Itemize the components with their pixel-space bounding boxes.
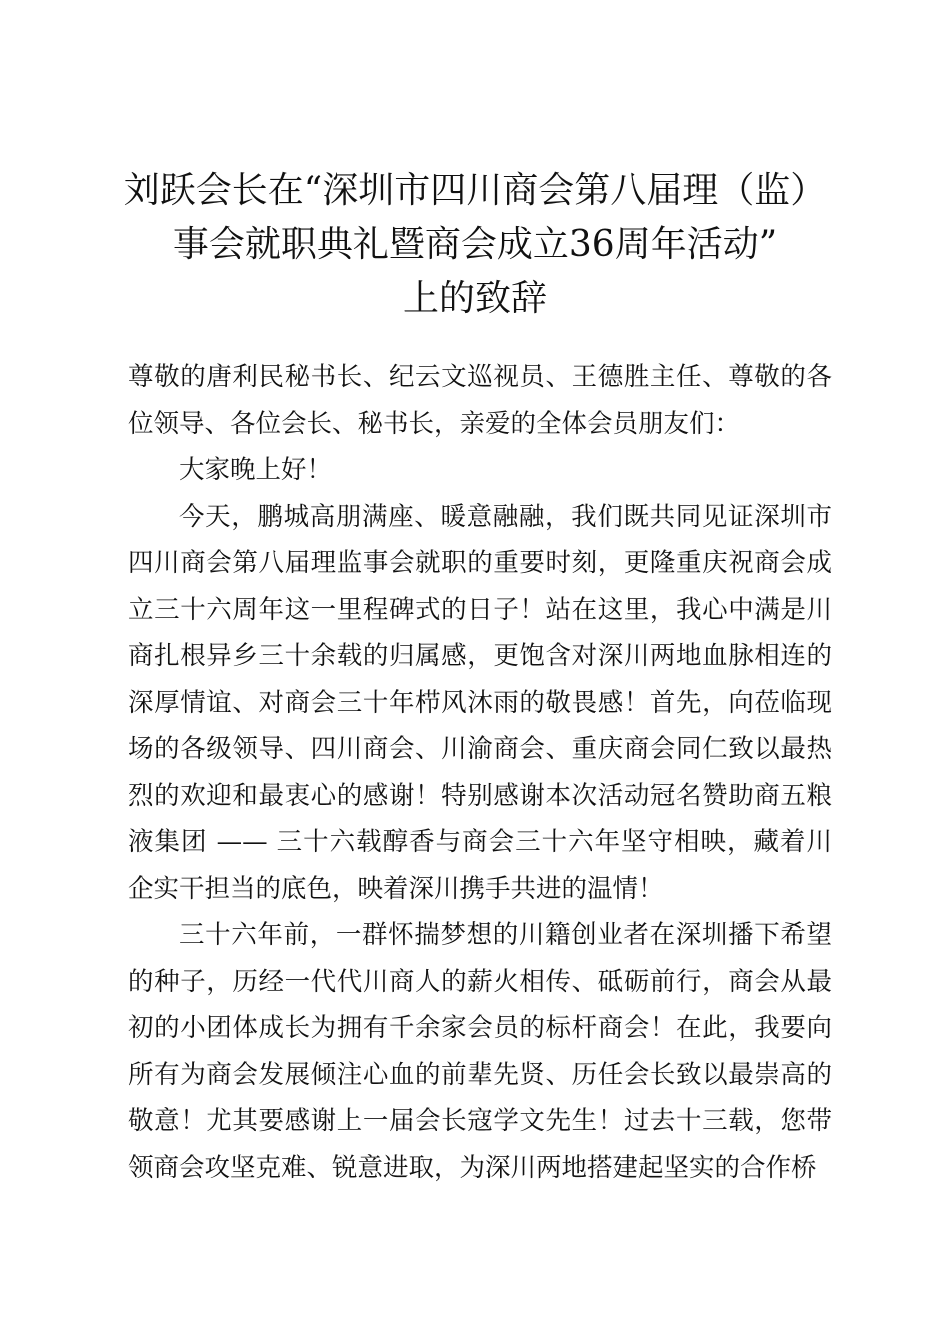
title-line-2: 事会就职典礼暨商会成立36周年活动” (172, 224, 778, 265)
greeting: 大家晚上好！ (179, 455, 333, 485)
document-title (110, 164, 840, 326)
paragraph-1: 今天，鹏城高朋满座、暖意融融，我们既共同见证深圳市四川商会第八届理监事会就职的重要时刻，更隆重庆祝商会成立三十六周年这一里程碑式的日子！站在这里，我心中满是川商扎根异乡三十余载的归属感，更饱含对深川两地血脉相连的深厚情谊、对商会三十年栉风沐雨的敬畏感！首先，向莅临现场的各级领导、四川商会、川渝商会、重庆商会同仁致以最热烈的欢迎和最衷心的感谢！特别感谢本次活动冠名赞助商五粮液集团 —— 三十六载醇香与商会三十六年坚守相映，藏着川企实干担当的底色，映着深川携手共进的温情！ (128, 501, 832, 904)
salutation: 尊敬的唐利民秘书长、纪云文巡视员、王德胜主任、尊敬的各位领导、各位会长、秘书长，亲爱的全体会员朋友们： (128, 362, 832, 439)
speech-body (128, 354, 832, 1191)
title-line-1: 刘跃会长在“深圳市四川商会第八届理（监） (123, 170, 827, 211)
paragraph-2: 三十六年前，一群怀揣梦想的川籍创业者在深圳播下希望的种子，历经一代代川商人的薪火相传、砥砺前行，商会从最初的小团体成长为拥有千余家会员的标杆商会！在此，我要向所有为商会发展倾注心血的前辈先贤、历任会长致以最崇高的敬意！尤其要感谢上一届会长寇学文先生！过去十三载，您带领商会攻坚克难、锐意进取，为深川两地搭建起坚实的合作桥 (128, 920, 832, 1183)
title-line-3: 上的致辞 (402, 278, 547, 319)
